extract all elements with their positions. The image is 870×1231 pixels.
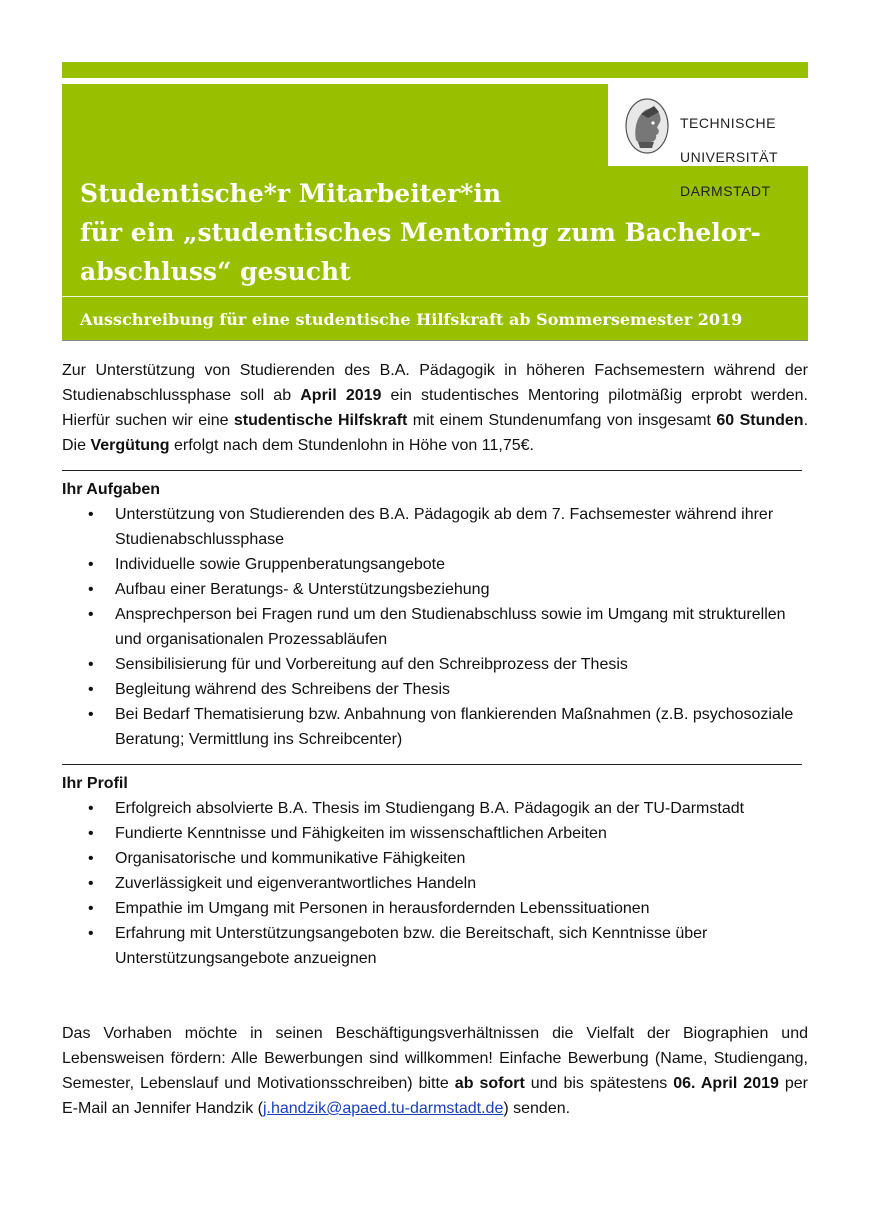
intro-start-date: April 2019	[300, 387, 382, 404]
closing-start: ab sofort	[454, 1075, 525, 1092]
profile-heading: Ihr Profil	[62, 775, 128, 792]
tasks-heading: Ihr Aufgaben	[62, 481, 161, 498]
section-divider	[62, 764, 802, 765]
tasks-list	[62, 502, 808, 752]
list-item: • Sensibilisierung für und Vorbereitung auf den Schreibprozess der Thesis	[62, 652, 808, 677]
list-item: • Individuelle sowie Gruppenberatungsangebote	[62, 552, 808, 577]
list-item: • Begleitung während des Schreibens der Thesis	[62, 677, 808, 702]
closing-text-1: Das Vorhaben möchte in seinen Beschäftigungsverhältnissen die Vielfalt der Biographien und Lebensweisen fördern: Alle Bewerbungen sind willkommen! Einfache Bewerbung (Name, Studiengang, Semester, Lebenslauf und Motivationsschreiben) bitte	[62, 1025, 808, 1092]
page-subtitle: Ausschreibung für eine studentische Hilfskraft ab Sommersemester 2019	[80, 310, 743, 329]
list-item: • Aufbau einer Beratungs- & Unterstützungsbeziehung	[62, 577, 808, 602]
header-banner	[62, 84, 808, 340]
tu-darmstadt-athena-seal-icon	[624, 96, 670, 156]
logo-line-1: TECHNISCHE	[680, 115, 777, 131]
main-content	[62, 358, 808, 1121]
list-item: • Erfahrung mit Unterstützungsangeboten bzw. die Bereitschaft, sich Kenntnisse über Unterstützungsangebote anzueignen	[62, 921, 808, 971]
list-item: • Empathie im Umgang mit Personen in herausfordernden Lebenssituationen	[62, 896, 808, 921]
email-link[interactable]: j.handzik@apaed.tu-darmstadt.de	[262, 1100, 504, 1117]
header-divider	[62, 296, 808, 297]
logo-line-3: DARMSTADT	[680, 183, 771, 199]
university-logo	[608, 84, 808, 199]
list-item: • Ansprechperson bei Fragen rund um den Studienabschluss sowie im Umgang mit strukturellen und organisationalen Prozessabläufen	[62, 602, 808, 652]
closing-text-4: ) senden.	[503, 1100, 571, 1117]
header-bottom-line	[62, 340, 808, 341]
list-item: • Zuverlässigkeit und eigenverantwortliches Handeln	[62, 871, 808, 896]
page-title	[80, 174, 800, 291]
title-line-2: für ein „studentisches Mentoring zum Bachelor-	[80, 218, 761, 247]
profile-list	[62, 796, 808, 971]
intro-text-5: erfolgt nach dem Stundenlohn in Höhe von 11,75€.	[169, 437, 534, 454]
title-line-3: abschluss“ gesucht	[80, 257, 351, 286]
list-item: • Unterstützung von Studierenden des B.A. Pädagogik ab dem 7. Fachsemester während ihrer Studienabschlussphase	[62, 502, 808, 552]
closing-text-2: und bis spätestens	[524, 1075, 674, 1092]
intro-hours: 60 Stunden	[716, 412, 804, 429]
intro-paragraph	[62, 358, 808, 458]
intro-text-2: ein studentisches Mentoring pilotmäßig erprobt werden. Hierfür suchen wir eine	[62, 387, 809, 429]
intro-position: studentische Hilfskraft	[233, 412, 408, 429]
intro-payment-label: Vergütung	[90, 437, 170, 454]
intro-text-1: Zur Unterstützung von Studierenden des B.A. Pädagogik in höheren Fachsemestern während der Studienabschlussphase soll ab	[62, 362, 808, 404]
section-divider	[62, 470, 802, 471]
closing-paragraph	[62, 1021, 808, 1121]
top-accent-bar	[62, 62, 808, 78]
logo-line-2: UNIVERSITÄT	[680, 149, 779, 165]
closing-text-3: per E-Mail an Jennifer Handzik (	[62, 1075, 809, 1117]
closing-deadline: 06. April 2019	[673, 1075, 779, 1092]
intro-text-4: . Die	[62, 412, 809, 454]
list-item: • Fundierte Kenntnisse und Fähigkeiten im wissenschaftlichen Arbeiten	[62, 821, 808, 846]
title-line-1: Studentische*r Mitarbeiter*in	[80, 179, 502, 208]
list-item: • Bei Bedarf Thematisierung bzw. Anbahnung von flankierenden Maßnahmen (z.B. psychosoziale Beratung; Vermittlung ins Schreibcenter)	[62, 702, 808, 752]
list-item: • Organisatorische und kommunikative Fähigkeiten	[62, 846, 808, 871]
intro-text-3: mit einem Stundenumfang von insgesamt	[407, 412, 717, 429]
list-item: • Erfolgreich absolvierte B.A. Thesis im Studiengang B.A. Pädagogik an der TU-Darmstadt	[62, 796, 808, 821]
